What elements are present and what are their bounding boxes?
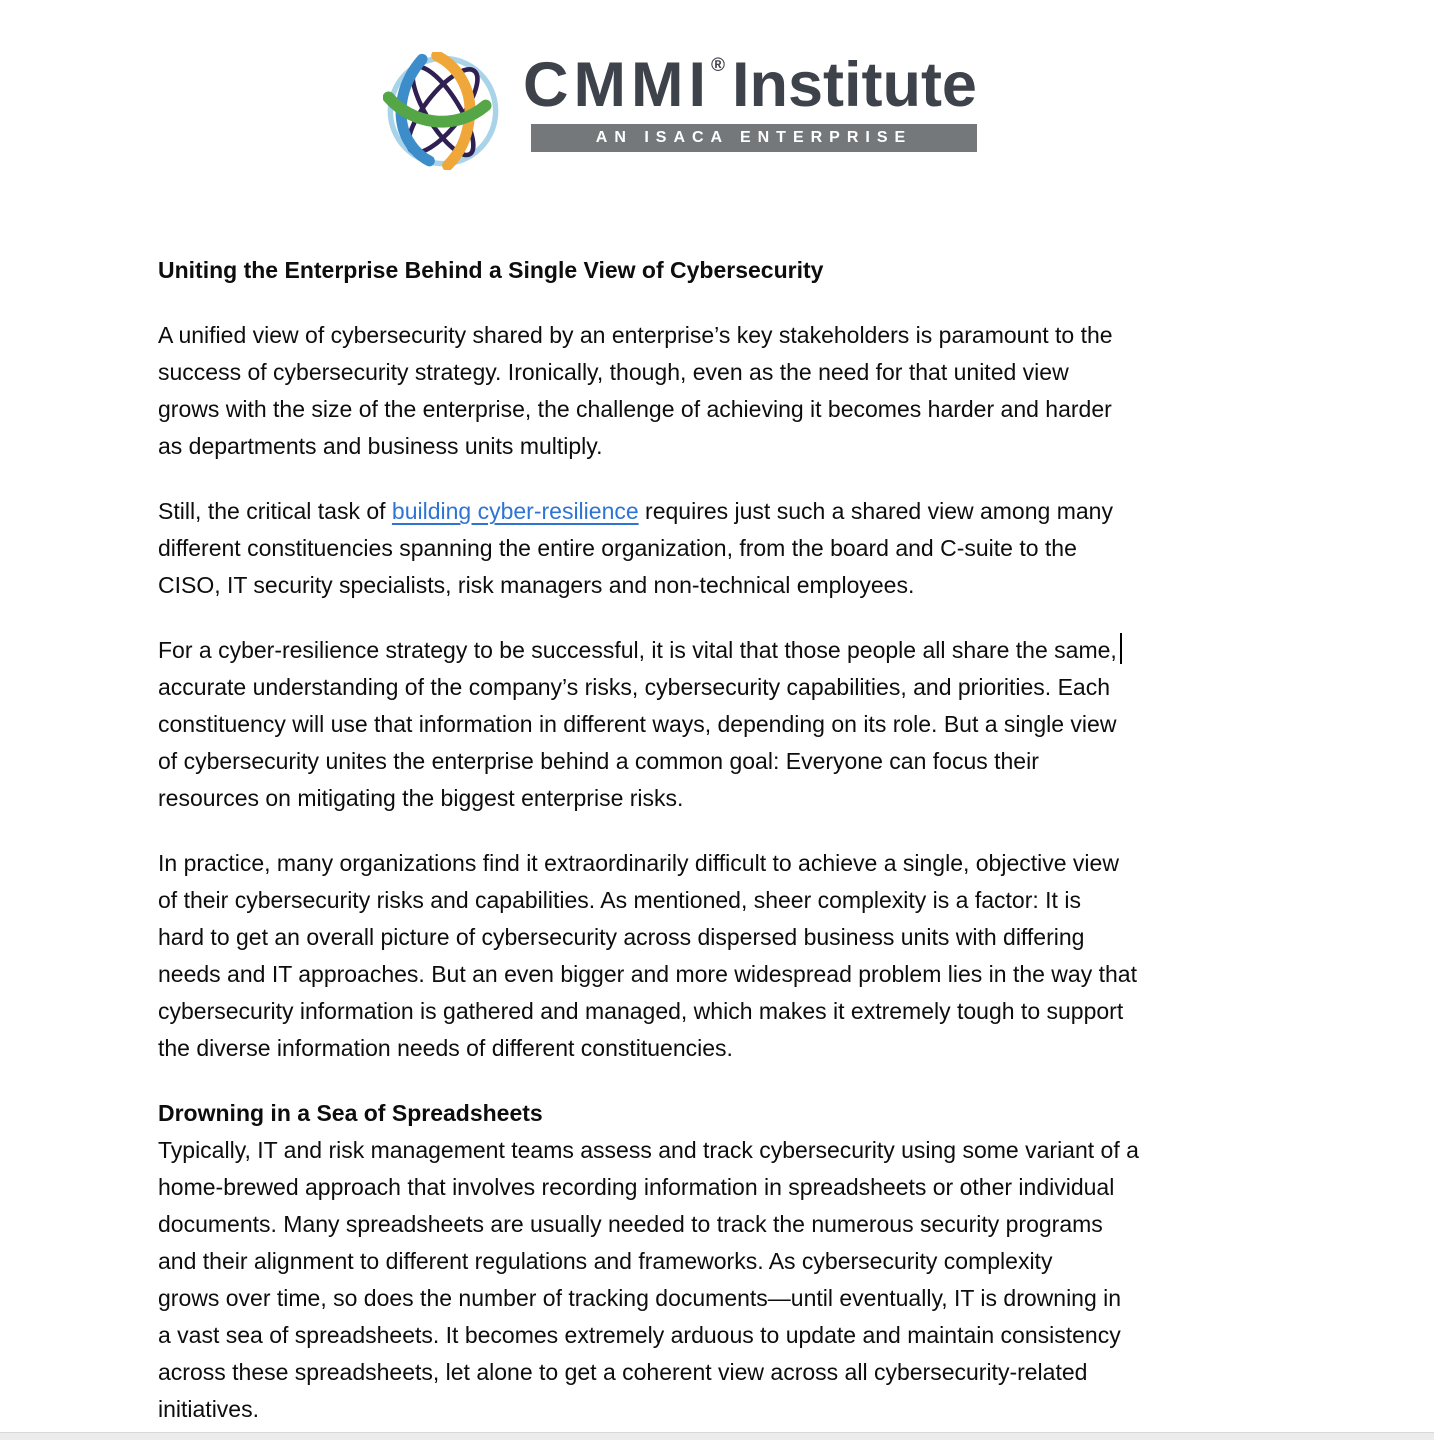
text-line <box>158 632 1298 669</box>
building-cyber-resilience-link[interactable]: building cyber-resilience <box>391 498 639 524</box>
text-line: of their cybersecurity risks and capabilities. As mentioned, sheer complexity is a factor: It is <box>158 887 1081 913</box>
text-line: A unified view of cybersecurity shared by an enterprise’s key stakeholders is paramount to the <box>158 322 1113 348</box>
document-body <box>158 252 1298 1428</box>
text-line: and their alignment to different regulations and frameworks. As cybersecurity complexity <box>158 1248 1053 1274</box>
text-line: constituency will use that information in different ways, depending on its role. But a single view <box>158 711 1117 737</box>
text-line: accurate understanding of the company’s risks, cybersecurity capabilities, and priorities. Each <box>158 674 1110 700</box>
text-line: of cybersecurity unites the enterprise behind a common goal: Everyone can focus their <box>158 748 1039 774</box>
heading-uniting-enterprise: Uniting the Enterprise Behind a Single View of Cybersecurity <box>158 257 824 283</box>
text-segment: requires just such a shared view among many <box>638 498 1113 524</box>
text-line: Typically, IT and risk management teams assess and track cybersecurity using some variant of a <box>158 1137 1139 1163</box>
isaca-tagline-text: AN ISACA ENTERPRISE <box>595 129 913 146</box>
cmmi-logo <box>383 52 977 170</box>
text-segment: For a cyber-resilience strategy to be successful, it is vital that those people all share the same, <box>158 637 1117 663</box>
text-line: a vast sea of spreadsheets. It becomes extremely arduous to update and maintain consistency <box>158 1322 1121 1348</box>
text-line: CISO, IT security specialists, risk managers and non-technical employees. <box>158 572 915 598</box>
text-line: home-brewed approach that involves recording information in spreadsheets or other individual <box>158 1174 1115 1200</box>
paragraph-in-practice <box>158 845 1298 1067</box>
text-line: resources on mitigating the biggest enterprise risks. <box>158 785 684 811</box>
paragraph-cyber-resilience-strategy <box>158 632 1298 817</box>
paragraph-typically-it <box>158 1132 1298 1428</box>
text-segment: Still, the critical task of <box>158 498 392 524</box>
text-line: grows with the size of the enterprise, the challenge of achieving it becomes harder and harder <box>158 396 1112 422</box>
text-line: as departments and business units multiply. <box>158 433 603 459</box>
isaca-tagline-bar <box>531 124 977 152</box>
text-line: different constituencies spanning the entire organization, from the board and C-suite to the <box>158 535 1077 561</box>
text-line: initiatives. <box>158 1396 259 1422</box>
text-line: needs and IT approaches. But an even bigger and more widespread problem lies in the way that <box>158 961 1137 987</box>
text-line: success of cybersecurity strategy. Ironically, though, even as the need for that united view <box>158 359 1069 385</box>
logo-wordmark <box>523 50 977 120</box>
text-line: the diverse information needs of different constituencies. <box>158 1035 733 1061</box>
heading-drowning-spreadsheets: Drowning in a Sea of Spreadsheets <box>158 1100 543 1126</box>
text-line <box>158 493 1298 530</box>
text-cursor <box>1120 633 1122 664</box>
paragraph-unified-view <box>158 317 1298 465</box>
registered-trademark-symbol: ® <box>710 55 725 76</box>
cmmi-globe-icon <box>383 52 503 170</box>
paragraph-critical-task <box>158 493 1298 604</box>
logo-institute-text: Institute <box>731 50 977 120</box>
text-line: across these spreadsheets, let alone to get a coherent view across all cybersecurity-related <box>158 1359 1088 1385</box>
text-line: grows over time, so does the number of tracking documents—until eventually, IT is drowning in <box>158 1285 1122 1311</box>
viewport-bottom-edge <box>0 1432 1434 1440</box>
logo-cmmi-text: CMMI <box>523 50 711 120</box>
text-line: documents. Many spreadsheets are usually needed to track the numerous security programs <box>158 1211 1103 1237</box>
text-line: cybersecurity information is gathered and managed, which makes it extremely tough to support <box>158 998 1124 1024</box>
text-line: hard to get an overall picture of cybersecurity across dispersed business units with differing <box>158 924 1085 950</box>
text-line: In practice, many organizations find it extraordinarily difficult to achieve a single, objective view <box>158 850 1119 876</box>
